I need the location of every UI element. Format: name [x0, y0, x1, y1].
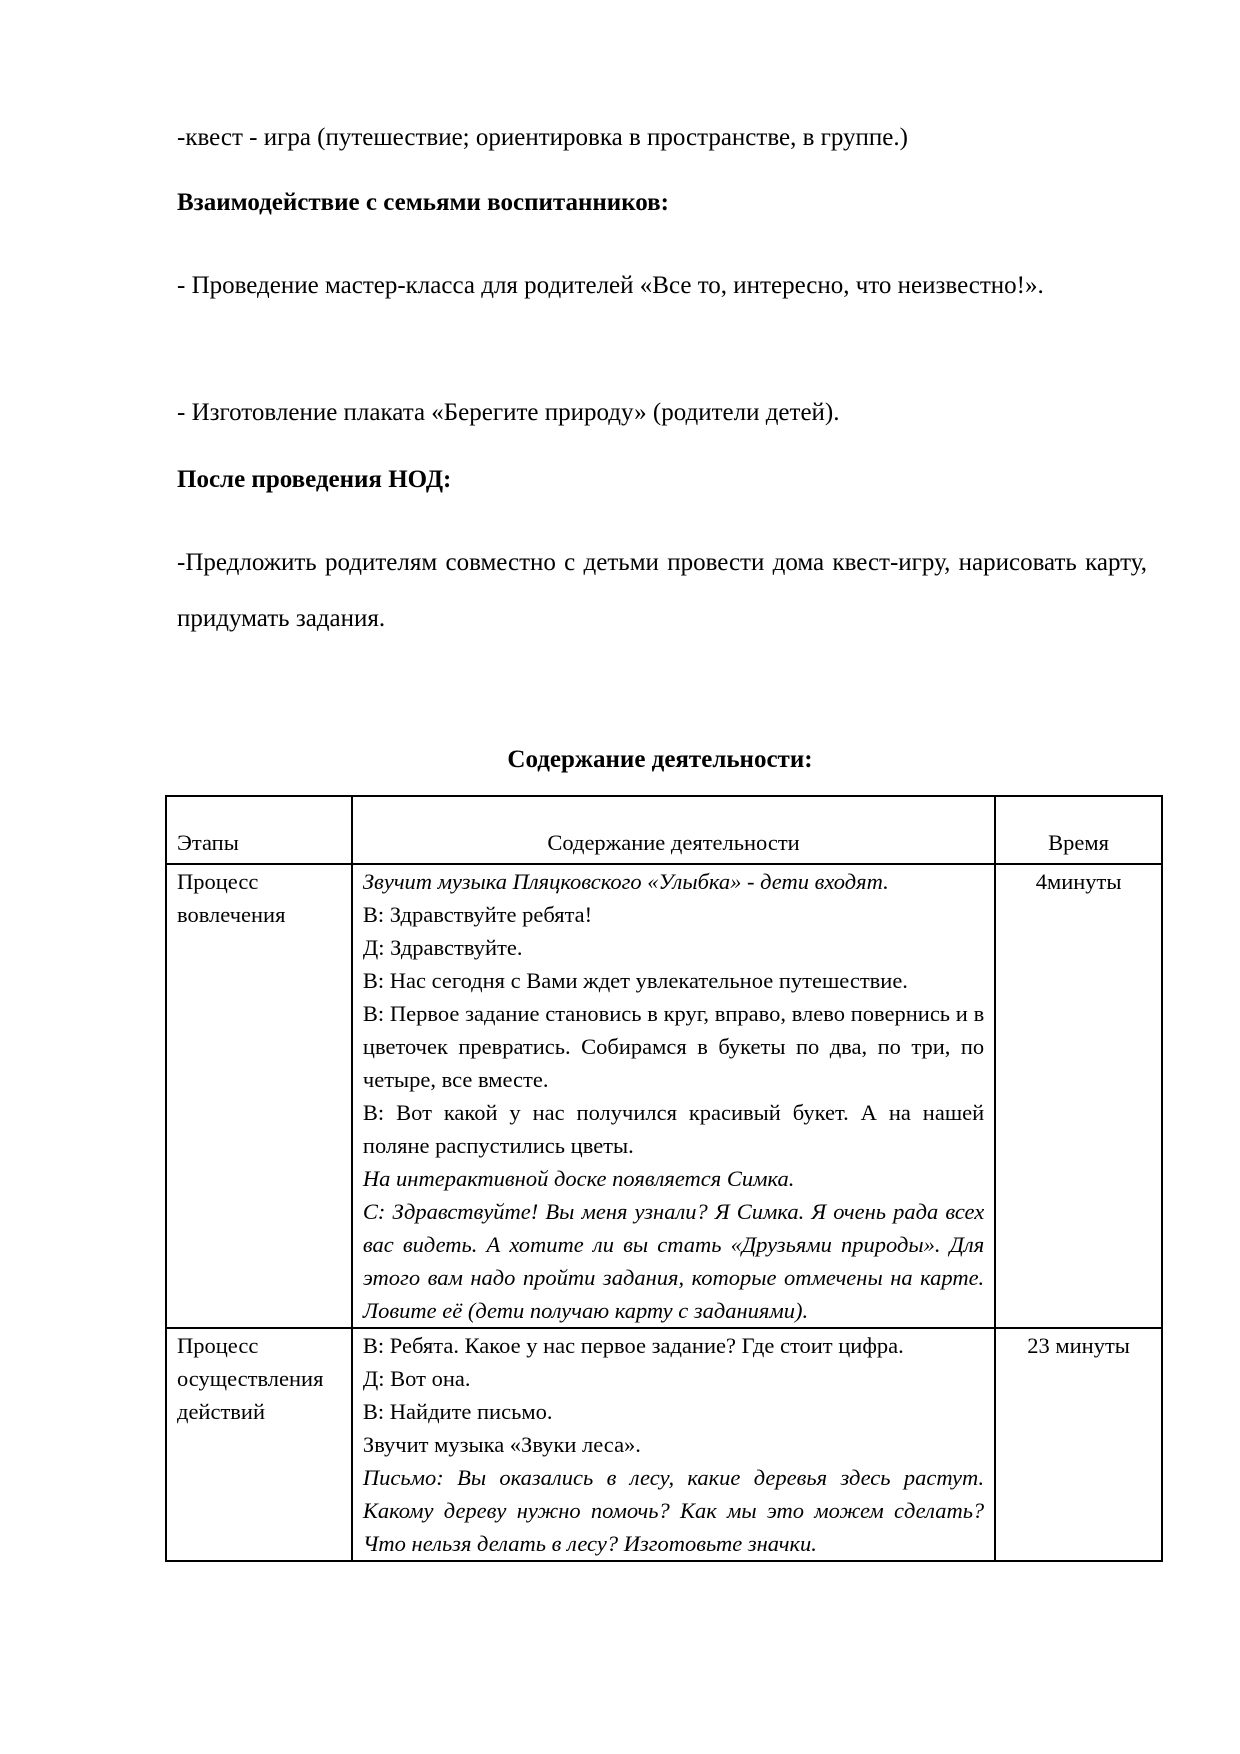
time-cell: 4минуты [995, 864, 1162, 1328]
content-line: В: Найдите письмо. [362, 1399, 553, 1424]
content-line: Д: Здравствуйте. [362, 935, 523, 960]
header-content: Содержание деятельности [352, 796, 995, 864]
time-cell: 23 минуты [995, 1328, 1162, 1561]
table-row [166, 1328, 1162, 1561]
table-title: Содержание деятельности: [507, 746, 813, 773]
after-paragraph: -Предложить родителям совместно с детьми провести дома квест-игру, нарисовать карту, придумать задания. [177, 549, 1147, 632]
content-line: В: Нас сегодня с Вами ждет увлекательное путешествие. [362, 968, 908, 993]
content-line: Д: Вот она. [362, 1366, 471, 1391]
content-line: На интерактивной доске появляется Симка. [362, 1166, 795, 1191]
content-line: Письмо: Вы оказались в лесу, какие деревья здесь растут. Какому дереву нужно помочь? Как мы это можем сделать? Что нельзя делать в лесу? Изготовьте значки. [362, 1465, 985, 1556]
stage-cell: Процесс вовлечения [166, 864, 352, 1328]
activity-table [165, 795, 1163, 1562]
content-line: В: Первое задание становись в круг, вправо, влево повернись и в цветочек превратись. Собирамся в букеты по два, по три, по четыре, все вместе. [362, 1001, 985, 1092]
header-time: Время [995, 796, 1162, 864]
table-row [166, 864, 1162, 1328]
table-header-row [166, 796, 1162, 864]
content-line: В: Здравствуйте ребята! [362, 902, 593, 927]
header-stages: Этапы [166, 796, 352, 864]
content-cell [352, 864, 995, 1328]
stage-cell: Процесс осуществления действий [166, 1328, 352, 1561]
content-cell [352, 1328, 995, 1561]
quest-paragraph: -квест - игра (путешествие; ориентировка в пространстве, в группе.) [177, 124, 908, 151]
poster-paragraph: - Изготовление плаката «Берегите природу» (родители детей). [177, 399, 840, 426]
families-heading: Взаимодействие с семьями воспитанников: [177, 189, 669, 216]
master-class-paragraph: - Проведение мастер-класса для родителей «Все то, интересно, что неизвестно!». [177, 272, 1044, 299]
content-line: С: Здравствуйте! Вы меня узнали? Я Симка. Я очень рада всех вас видеть. А хотите ли вы стать «Друзьями природы». Для этого вам надо пройти задания, которые отмечены на карте. Ловите её (дети получаю карту с заданиями). [362, 1199, 985, 1323]
content-line: Звучит музыка «Звуки леса». [362, 1432, 641, 1457]
content-line: В: Ребята. Какое у нас первое задание? Где стоит цифра. [362, 1333, 904, 1358]
content-line: В: Вот какой у нас получился красивый букет. А на нашей поляне распустились цветы. [362, 1100, 985, 1158]
content-line: Звучит музыка Пляцковского «Улыбка» - дети входят. [362, 869, 889, 894]
after-heading: После проведения НОД: [177, 466, 452, 493]
